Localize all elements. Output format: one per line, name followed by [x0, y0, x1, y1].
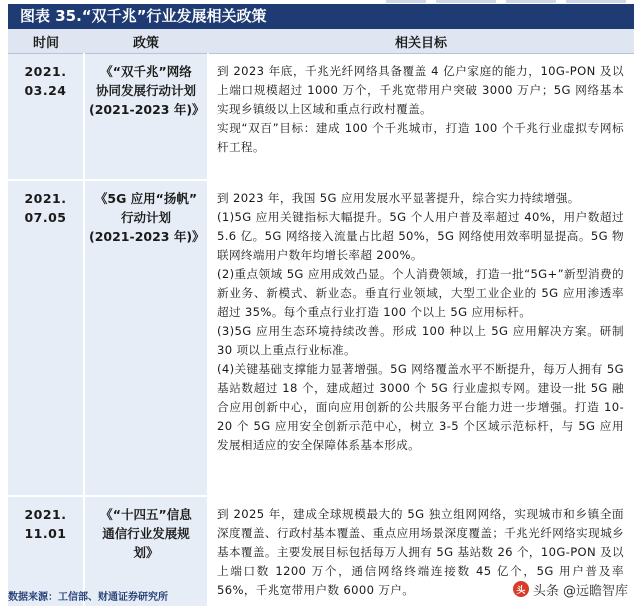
table-row — [8, 54, 634, 180]
toutiao-logo-icon: 头 — [513, 581, 529, 597]
policy-line: 协同发展行动计划 — [95, 83, 196, 98]
policy-line: (2021-2023 年)》 — [89, 228, 205, 244]
policy-line: 划》 — [133, 544, 159, 560]
goal-paragraph: (4)关键基础支撑能力显著增强。5G 网络覆盖水平不断提升，每万人拥有 5G 基站数超过 18 个，建成超过 3000 个 5G 行业虚拟专网。建设一批 5G 融合应用创新中心，面向应用创新的公共服务平台能力进一步增强。打造 10-20 个 5G 应用安全创新示范中心，树立 3-5 个区域示范标杆，与 5G 应用发展相适应的安全保障体系基本形成。 — [217, 361, 624, 452]
goal-paragraph: 实现“双百”目标：建成 100 个千兆城市，打造 100 个千兆行业虚拟专网标杆工程。 — [217, 121, 624, 154]
policy-line: 《“十四五”信息 — [100, 506, 192, 522]
goal-cell — [208, 54, 634, 180]
table-header-row — [8, 29, 634, 54]
goal-paragraph: 到 2025 年，建成全球规模最大的 5G 独立组网网络，实现城市和乡镇全面深度覆盖、行政村基本覆盖、重点应用场景深度覆盖；千兆光纤网络实现城乡基本覆盖。主要发展目标包括每万人拥有 5G 基站数 26 个，10G-PON 及以上端口数 1200 万个，通信网络终端连接数 45 亿个，5G 用户普及率 56%，千兆宽带用户数 6000 万户。 — [217, 506, 624, 597]
time-line: 2021. — [24, 506, 67, 522]
goal-cell — [208, 180, 634, 496]
goal-paragraph: (2)重点领域 5G 应用成效凸显。个人消费领域，打造一批“5G+”新型消费的新业务、新模式、新业态。垂直行业领域，大型工业企业的 5G 应用渗透率超过 35%。每个重点行业打造 100 个以上 5G 应用标杆。 — [217, 266, 624, 319]
time-line: 11.01 — [24, 525, 67, 541]
header-policy: 政策 — [84, 29, 208, 54]
header-time: 时间 — [8, 29, 84, 54]
goal-paragraph: (3)5G 应用生态环境持续改善。形成 100 种以上 5G 应用解决方案。研制 30 项以上重点行业标准。 — [217, 323, 624, 357]
time-line: 03.24 — [24, 83, 67, 98]
table-row — [8, 180, 634, 496]
figure-title: 图表 35.“双千兆”行业发展相关政策 — [8, 4, 634, 29]
time-line: 2021. — [24, 64, 67, 79]
policy-cell — [84, 54, 208, 180]
policy-table — [8, 29, 634, 608]
policy-line: 行动计划 — [120, 209, 171, 225]
time-cell — [8, 180, 84, 496]
policy-line: 《“双千兆”网络 — [100, 64, 192, 79]
goal-paragraph: (1)5G 应用关键指标大幅提升。5G 个人用户普及率超过 40%，用户数超过 5.6 亿。5G 网络接入流量占比超 50%，5G 网络使用效率明显提高。5G 物联网终端用户数年均增长率超 200%。 — [217, 209, 624, 262]
policy-cell — [84, 180, 208, 496]
time-line: 07.05 — [24, 209, 67, 225]
time-line: 2021. — [24, 190, 67, 206]
policy-line: (2021-2023 年)》 — [89, 102, 205, 117]
policy-line: 通信行业发展规 — [102, 525, 190, 541]
goal-paragraph: 到 2023 年底，千兆光纤网络具备覆盖 4 亿户家庭的能力，10G-PON 及以上端口规模超过 1000 万个，千兆宽带用户突破 3000 万户；5G 网络基本实现乡镇级以上区域和重点行政村覆盖。 — [217, 64, 624, 116]
time-cell — [8, 54, 84, 180]
source-note: 数据来源：工信部、财通证券研究所 — [8, 592, 168, 603]
goal-paragraph: 到 2023 年，我国 5G 应用发展水平显著提升，综合实力持续增强。 — [217, 190, 580, 205]
watermark-text: 头条 @远瞻智库 — [532, 583, 628, 599]
header-goal: 相关目标 — [208, 29, 634, 54]
policy-line: 《5G 应用“扬帆” — [94, 190, 198, 206]
watermark — [509, 578, 632, 600]
